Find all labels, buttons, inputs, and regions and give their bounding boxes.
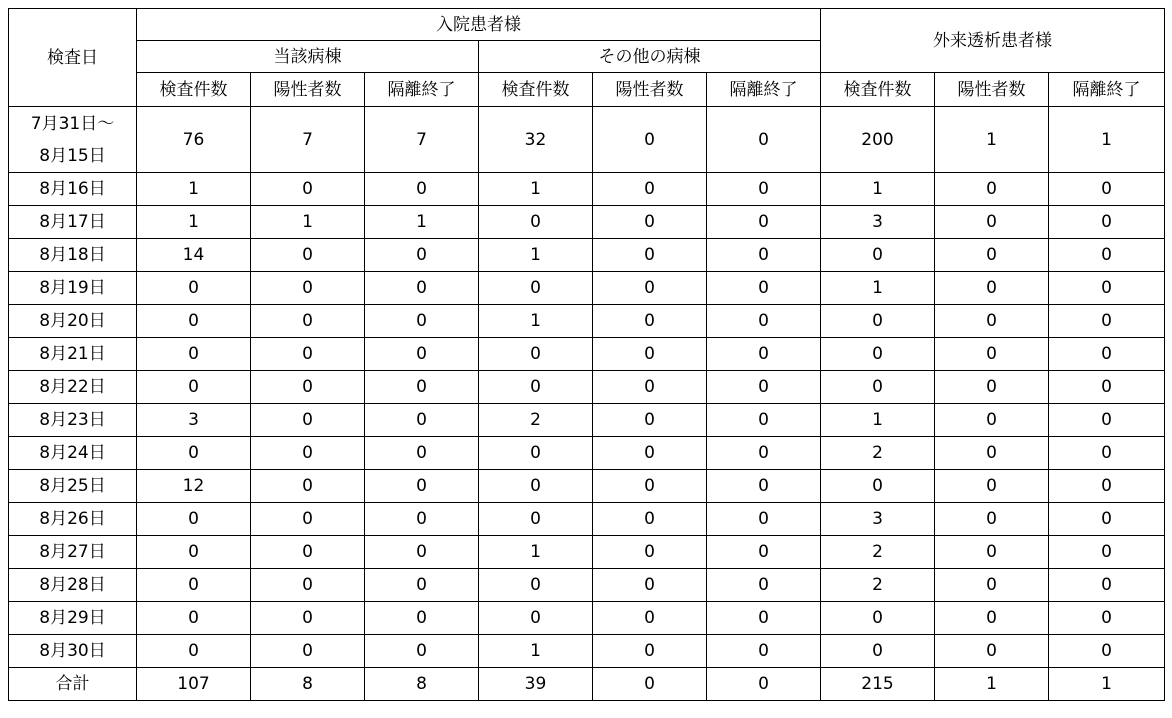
value-cell: 1 [821, 173, 935, 206]
table-row [9, 206, 1165, 239]
value-cell: 0 [365, 602, 479, 635]
value-cell: 0 [935, 470, 1049, 503]
value-cell: 2 [821, 536, 935, 569]
date-cell: 8月30日 [9, 635, 137, 668]
value-cell: 0 [707, 437, 821, 470]
value-cell: 0 [479, 371, 593, 404]
table-body [9, 107, 1165, 701]
value-cell: 0 [479, 437, 593, 470]
value-cell: 0 [593, 239, 707, 272]
value-cell: 0 [821, 239, 935, 272]
value-cell: 0 [821, 635, 935, 668]
value-cell: 2 [821, 437, 935, 470]
value-cell: 0 [593, 470, 707, 503]
date-cell [9, 107, 137, 173]
value-cell: 0 [935, 569, 1049, 602]
table-row [9, 503, 1165, 536]
value-cell: 0 [707, 371, 821, 404]
value-cell: 0 [479, 206, 593, 239]
value-cell: 0 [251, 305, 365, 338]
value-cell: 0 [365, 272, 479, 305]
value-cell: 0 [365, 239, 479, 272]
sub-header: 隔離終了 [365, 73, 479, 107]
value-cell: 1 [137, 206, 251, 239]
date-cell: 8月27日 [9, 536, 137, 569]
table-row [9, 338, 1165, 371]
value-cell: 0 [707, 272, 821, 305]
value-cell: 0 [1049, 470, 1165, 503]
value-cell: 0 [593, 668, 707, 701]
table-row [9, 272, 1165, 305]
value-cell: 0 [1049, 503, 1165, 536]
date-cell: 8月26日 [9, 503, 137, 536]
sub-header: 隔離終了 [1049, 73, 1165, 107]
value-cell: 0 [479, 338, 593, 371]
value-cell: 0 [935, 272, 1049, 305]
sub-header: 陽性者数 [593, 73, 707, 107]
value-cell: 0 [251, 635, 365, 668]
value-cell: 3 [137, 404, 251, 437]
sub-header: 検査件数 [479, 73, 593, 107]
value-cell: 2 [479, 404, 593, 437]
table-row [9, 305, 1165, 338]
value-cell: 0 [1049, 569, 1165, 602]
value-cell: 1 [935, 107, 1049, 173]
table-row [9, 569, 1165, 602]
value-cell: 0 [707, 569, 821, 602]
value-cell: 0 [137, 371, 251, 404]
value-cell: 0 [137, 305, 251, 338]
total-row [9, 668, 1165, 701]
value-cell: 0 [821, 602, 935, 635]
table-row [9, 173, 1165, 206]
table-row [9, 371, 1165, 404]
value-cell: 0 [365, 569, 479, 602]
table-row [9, 635, 1165, 668]
value-cell: 0 [251, 470, 365, 503]
value-cell: 0 [1049, 206, 1165, 239]
value-cell: 0 [935, 635, 1049, 668]
value-cell: 0 [251, 536, 365, 569]
sub-header: 隔離終了 [707, 73, 821, 107]
value-cell: 1 [821, 404, 935, 437]
value-cell: 0 [707, 503, 821, 536]
value-cell: 0 [1049, 338, 1165, 371]
value-cell: 1 [251, 206, 365, 239]
value-cell: 0 [593, 536, 707, 569]
value-cell: 0 [1049, 371, 1165, 404]
value-cell: 0 [707, 338, 821, 371]
test-results-table [8, 8, 1165, 701]
value-cell: 0 [707, 173, 821, 206]
value-cell: 0 [935, 536, 1049, 569]
value-cell: 0 [251, 338, 365, 371]
value-cell: 0 [935, 338, 1049, 371]
value-cell: 0 [251, 239, 365, 272]
value-cell: 0 [365, 338, 479, 371]
date-cell: 8月20日 [9, 305, 137, 338]
value-cell: 0 [251, 602, 365, 635]
value-cell: 0 [707, 602, 821, 635]
ward-other-header: その他の病棟 [479, 41, 821, 73]
table-row [9, 470, 1165, 503]
value-cell: 1 [137, 173, 251, 206]
date-cell: 8月17日 [9, 206, 137, 239]
value-cell: 1 [479, 305, 593, 338]
table-row [9, 239, 1165, 272]
value-cell: 0 [707, 635, 821, 668]
value-cell: 0 [821, 305, 935, 338]
value-cell: 0 [1049, 272, 1165, 305]
value-cell: 0 [935, 437, 1049, 470]
date-cell: 8月21日 [9, 338, 137, 371]
date-cell: 8月22日 [9, 371, 137, 404]
value-cell: 0 [365, 536, 479, 569]
value-cell: 32 [479, 107, 593, 173]
value-cell: 39 [479, 668, 593, 701]
value-cell: 12 [137, 470, 251, 503]
value-cell: 0 [593, 206, 707, 239]
value-cell: 0 [479, 569, 593, 602]
value-cell: 0 [251, 404, 365, 437]
value-cell: 0 [593, 173, 707, 206]
outpatient-dialysis-header: 外来透析患者様 [821, 9, 1165, 73]
value-cell: 0 [137, 338, 251, 371]
value-cell: 0 [935, 503, 1049, 536]
value-cell: 0 [365, 470, 479, 503]
value-cell: 2 [821, 569, 935, 602]
value-cell: 0 [137, 536, 251, 569]
value-cell: 0 [593, 635, 707, 668]
value-cell: 0 [593, 602, 707, 635]
value-cell: 0 [821, 338, 935, 371]
table-row [9, 602, 1165, 635]
value-cell: 0 [707, 470, 821, 503]
value-cell: 0 [137, 437, 251, 470]
value-cell: 0 [1049, 635, 1165, 668]
value-cell: 7 [251, 107, 365, 173]
value-cell: 0 [365, 404, 479, 437]
value-cell: 0 [821, 470, 935, 503]
value-cell: 0 [1049, 305, 1165, 338]
value-cell: 0 [593, 437, 707, 470]
value-cell: 1 [1049, 107, 1165, 173]
value-cell: 0 [1049, 437, 1165, 470]
value-cell: 0 [1049, 239, 1165, 272]
sub-header: 検査件数 [821, 73, 935, 107]
value-cell: 0 [935, 305, 1049, 338]
date-cell: 8月18日 [9, 239, 137, 272]
value-cell: 0 [593, 569, 707, 602]
value-cell: 0 [707, 107, 821, 173]
value-cell: 0 [707, 536, 821, 569]
value-cell: 0 [707, 305, 821, 338]
value-cell: 0 [707, 239, 821, 272]
value-cell: 0 [365, 635, 479, 668]
value-cell: 0 [593, 305, 707, 338]
value-cell: 0 [251, 437, 365, 470]
date-cell: 8月28日 [9, 569, 137, 602]
value-cell: 0 [479, 503, 593, 536]
date-cell: 8月25日 [9, 470, 137, 503]
value-cell: 0 [365, 173, 479, 206]
value-cell: 0 [707, 206, 821, 239]
date-column-header: 検査日 [9, 9, 137, 107]
value-cell: 0 [935, 602, 1049, 635]
value-cell: 1 [479, 173, 593, 206]
sub-header: 陽性者数 [935, 73, 1049, 107]
value-cell: 0 [251, 272, 365, 305]
value-cell: 0 [593, 338, 707, 371]
value-cell: 8 [251, 668, 365, 701]
value-cell: 0 [1049, 602, 1165, 635]
value-cell: 0 [137, 602, 251, 635]
table-row [9, 404, 1165, 437]
value-cell: 0 [137, 569, 251, 602]
date-cell: 8月24日 [9, 437, 137, 470]
date-cell: 8月29日 [9, 602, 137, 635]
value-cell: 0 [251, 503, 365, 536]
value-cell: 14 [137, 239, 251, 272]
value-cell: 0 [479, 602, 593, 635]
value-cell: 1 [821, 272, 935, 305]
value-cell: 0 [935, 371, 1049, 404]
value-cell: 0 [479, 470, 593, 503]
value-cell: 200 [821, 107, 935, 173]
value-cell: 0 [593, 371, 707, 404]
value-cell: 0 [935, 173, 1049, 206]
value-cell: 0 [365, 437, 479, 470]
value-cell: 107 [137, 668, 251, 701]
sub-header: 検査件数 [137, 73, 251, 107]
date-cell: 8月23日 [9, 404, 137, 437]
value-cell: 0 [593, 404, 707, 437]
value-cell: 0 [365, 371, 479, 404]
value-cell: 76 [137, 107, 251, 173]
value-cell: 0 [251, 371, 365, 404]
value-cell: 0 [479, 272, 593, 305]
date-line-1: 7月31日～ [30, 113, 115, 134]
value-cell: 1 [479, 239, 593, 272]
value-cell: 0 [365, 503, 479, 536]
value-cell: 0 [707, 404, 821, 437]
value-cell: 1 [479, 635, 593, 668]
value-cell: 8 [365, 668, 479, 701]
table-row [9, 107, 1165, 173]
value-cell: 0 [1049, 404, 1165, 437]
value-cell: 0 [251, 173, 365, 206]
inpatient-header: 入院患者様 [137, 9, 821, 41]
value-cell: 1 [935, 668, 1049, 701]
value-cell: 0 [593, 503, 707, 536]
value-cell: 0 [935, 206, 1049, 239]
date-cell: 8月19日 [9, 272, 137, 305]
value-cell: 0 [137, 503, 251, 536]
total-label: 合計 [9, 668, 137, 701]
value-cell: 0 [593, 107, 707, 173]
table-row [9, 437, 1165, 470]
value-cell: 7 [365, 107, 479, 173]
value-cell: 0 [821, 371, 935, 404]
value-cell: 0 [593, 272, 707, 305]
value-cell: 0 [1049, 536, 1165, 569]
value-cell: 0 [365, 305, 479, 338]
value-cell: 0 [935, 239, 1049, 272]
value-cell: 1 [1049, 668, 1165, 701]
value-cell: 0 [1049, 173, 1165, 206]
value-cell: 0 [137, 272, 251, 305]
value-cell: 215 [821, 668, 935, 701]
value-cell: 1 [479, 536, 593, 569]
value-cell: 3 [821, 206, 935, 239]
sub-header: 陽性者数 [251, 73, 365, 107]
value-cell: 0 [251, 569, 365, 602]
value-cell: 0 [137, 635, 251, 668]
ward-this-header: 当該病棟 [137, 41, 479, 73]
value-cell: 0 [707, 668, 821, 701]
value-cell: 1 [365, 206, 479, 239]
date-line-2: 8月15日 [39, 145, 106, 166]
value-cell: 3 [821, 503, 935, 536]
table-row [9, 536, 1165, 569]
value-cell: 0 [935, 404, 1049, 437]
date-cell: 8月16日 [9, 173, 137, 206]
